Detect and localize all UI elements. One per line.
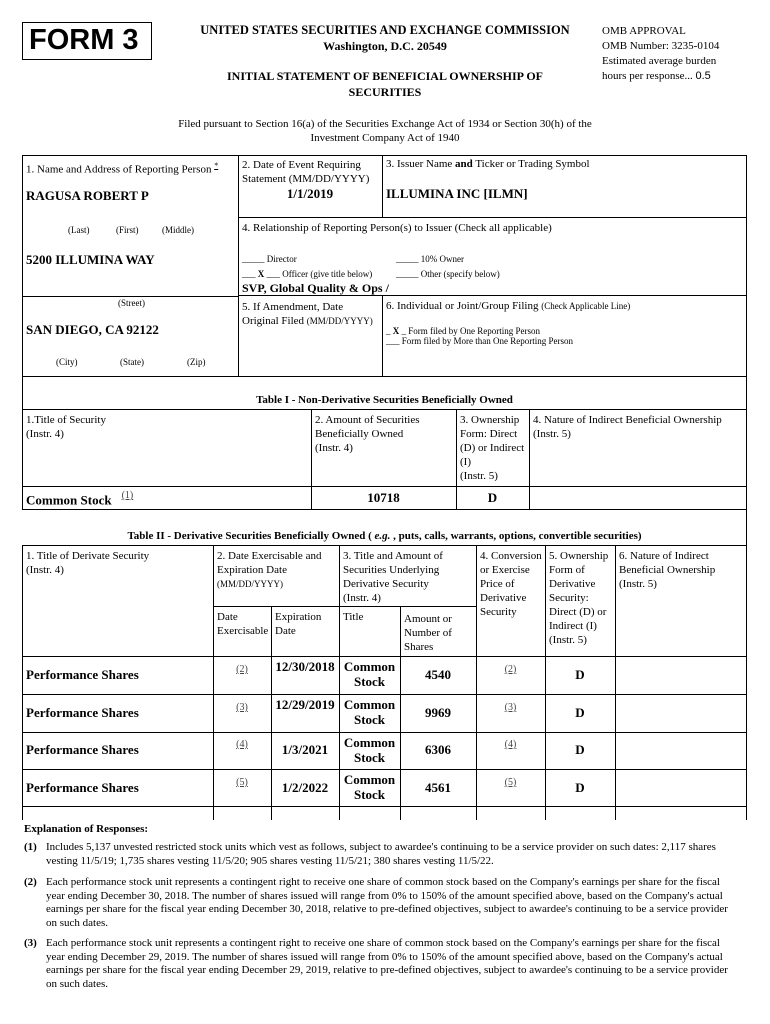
omb-line4 [602, 69, 719, 84]
t1-col1-l1: 1.Title of Security [26, 414, 106, 426]
explanation-item [24, 937, 744, 991]
explanation-line: year ending December 30, 2018. The number of shares issued will range from 0% to 150% of the amount specified above, based on the Company's actual [46, 889, 723, 902]
filing-one-row [386, 326, 540, 336]
omb-line1: OMB APPROVAL [602, 25, 686, 37]
box1-label [26, 161, 218, 176]
t2-row-underlying-l2: Stock [353, 712, 386, 727]
street-label: (Street) [118, 298, 145, 308]
t1-col1-l2: (Instr. 4) [26, 428, 64, 440]
omb-line3: Estimated average burden [602, 55, 717, 67]
officer-title: SVP, Global Quality & Ops / [242, 281, 389, 295]
t2-row-exercisable-footnote[interactable]: (2) [236, 664, 248, 675]
officer-pre: ___ [242, 269, 256, 279]
t2-col4-header [480, 549, 542, 619]
t2-col2-header [217, 549, 321, 591]
form-title-line1: INITIAL STATEMENT OF BENEFICIAL OWNERSHIP OF [227, 69, 543, 83]
t2-row-price-footnote[interactable]: (3) [504, 702, 517, 713]
explanation-line: earnings per share for the fiscal year ending December 30, 2018, relative to pre-defined objectives, subject to awardee's continuing to be a service provider [46, 903, 728, 915]
t2-col3b-l2: Number of [404, 627, 452, 639]
state-label: (State) [120, 357, 144, 367]
filed-line2: Investment Company Act of 1940 [310, 132, 460, 144]
box2-label-line2: Statement (MM/DD/YYYY) [242, 173, 370, 185]
t2-row-price-footnote[interactable]: (4) [504, 739, 517, 750]
t2-row-amount: 6306 [425, 742, 451, 757]
t2-row-underlying-l1: Common [343, 772, 396, 787]
t2-row-expiration: 12/30/2018 [275, 659, 335, 674]
t2-col1-header [26, 549, 149, 577]
owner-label: 10% Owner [420, 254, 464, 264]
explanation-line: Each performance stock unit represents a contingent right to receive one share of common stock based on the Company's earnings per share for the fiscal [46, 876, 720, 888]
t1-col3-l3: (D) or Indirect [460, 442, 525, 454]
box3-label-post: Ticker or Trading Symbol [472, 158, 590, 170]
t2-col3-l2: Securities Underlying [343, 564, 440, 576]
t1-col2-l1: 2. Amount of Securities [315, 414, 420, 426]
box5-label-line1: 5. If Amendment, Date [242, 301, 344, 313]
last-label: (Last) [68, 225, 90, 235]
t2-row-underlying-l2: Stock [353, 750, 386, 765]
box3-label [386, 158, 590, 170]
explanation-num: (1) [24, 841, 37, 853]
t2-row-title: Performance Shares [26, 742, 139, 757]
filing-one-label: Form filed by One Reporting Person [408, 326, 540, 336]
box6-label-text: 6. Individual or Joint/Group Filing [386, 300, 539, 312]
agency-location: Washington, D.C. 20549 [323, 39, 447, 53]
t1-row-footnote[interactable]: (1) [121, 490, 134, 501]
t1-col4-l2: (Instr. 5) [533, 428, 571, 440]
omb-line2: OMB Number: 3235-0104 [602, 40, 720, 52]
explanation-line: vesting 11/5/19; 1,735 shares vesting 11/5/20; 905 shares vesting 11/5/21; 380 shares vesting 11/5/22. [46, 854, 494, 867]
t2-col4-l3: Price of [480, 578, 515, 590]
filing-more-row [386, 336, 573, 346]
explanation-line: on such dates. [46, 916, 109, 929]
t2-row-underlying-l2: Stock [353, 674, 386, 689]
t1-col1-header [26, 413, 106, 441]
box6-label-small: (Check Applicable Line) [541, 301, 631, 311]
city-label: (City) [56, 357, 78, 367]
zip-label: (Zip) [187, 357, 206, 367]
box4-label: 4. Relationship of Reporting Person(s) to Issuer (Check all applicable) [242, 222, 552, 234]
officer-checkbox-x: X [257, 269, 265, 279]
box3-label-and: and [455, 158, 473, 170]
t2-row-underlying-l1: Common [343, 659, 396, 674]
agency-name: UNITED STATES SECURITIES AND EXCHANGE COMMISSION [200, 23, 570, 37]
t2-col2a-l1: Date [217, 611, 238, 623]
t2-col6-l3: (Instr. 5) [619, 578, 657, 590]
t2-row-underlying-l2: Stock [353, 787, 386, 802]
owner-row [396, 254, 464, 264]
table2-title [22, 530, 747, 542]
t2-row-exercisable-footnote[interactable]: (5) [236, 777, 248, 788]
explanation-item [24, 841, 744, 868]
t1-col2-header [315, 413, 420, 455]
form-label: FORM 3 [29, 24, 139, 56]
t2-col4-l5: Security [480, 606, 517, 618]
t2-row-underlying-title [339, 772, 400, 802]
table2-title-pre: Table II - Derivative Securities Beneficially Owned ( [127, 530, 375, 542]
t2-col6-header [619, 549, 715, 591]
table2-title-eg: e.g. [374, 530, 391, 542]
box5-label-line2: Original Filed [242, 315, 305, 327]
owner-checkbox: _____ [396, 254, 419, 264]
t2-col1-l2: (Instr. 4) [26, 564, 64, 576]
explanation-line: on such dates. [46, 977, 109, 990]
t1-col3-l5: (Instr. 5) [460, 470, 498, 482]
t2-col3-header [343, 549, 443, 605]
t2-col2-l3: (MM/DD/YYYY) [217, 579, 283, 589]
explanation-num: (2) [24, 876, 37, 888]
t2-col3-l4: (Instr. 4) [343, 592, 381, 604]
t1-row-amount: 10718 [367, 490, 400, 505]
t1-row-title: Common Stock [26, 492, 112, 508]
filed-line1: Filed pursuant to Section 16(a) of the Securities Exchange Act of 1934 or Section 30(h) of the [178, 118, 592, 130]
explanation-line: year ending December 29, 2019. The number of shares issued will range from 0% to 150% of the amount specified above, based on the Company's actual [46, 950, 723, 963]
omb-approval [602, 24, 719, 84]
form-label-box [22, 22, 152, 60]
box2-label [242, 158, 369, 186]
t2-row-underlying-l1: Common [343, 697, 396, 712]
box5-label-small: (MM/DD/YYYY) [306, 316, 373, 326]
t2-row-expiration: 12/29/2019 [275, 697, 335, 712]
t2-row-underlying-title [339, 697, 400, 727]
t2-row-underlying-l1: Common [343, 735, 396, 750]
filing-one-post: _ [401, 326, 406, 336]
t2-col6-l2: Beneficial Ownership [619, 564, 716, 576]
t2-col4-l2: or Exercise [480, 564, 530, 576]
event-date: 1/1/2019 [286, 186, 334, 201]
officer-row [242, 269, 372, 279]
filed-pursuant [130, 117, 640, 145]
t2-row-expiration: 1/3/2021 [281, 742, 329, 757]
table1-title: Table I - Non-Derivative Securities Beneficially Owned [256, 394, 513, 406]
t1-row [26, 490, 133, 509]
other-checkbox: _____ [396, 269, 419, 279]
filing-more-label: Form filed by More than One Reporting Person [401, 336, 573, 346]
explanation-line: Includes 5,137 unvested restricted stock units which vest as follows, subject to awardee's continuing to be a service provider on such dates: 2,117 shares [46, 841, 716, 853]
table2-title-post: , puts, calls, warrants, options, convertible securities) [390, 530, 642, 542]
t1-col3-l2: Form: Direct [460, 428, 518, 440]
t2-col4-l4: Derivative [480, 592, 527, 604]
t2-col5-l4: Security: [549, 592, 589, 604]
t2-col2a-l2: Exercisable [217, 625, 269, 637]
t2-col2b-l1: Expiration [275, 611, 322, 623]
filing-one-pre: _ [386, 326, 391, 336]
t2-col3b-header [404, 612, 452, 654]
t2-col3-l1: 3. Title and Amount of [343, 550, 443, 562]
omb-hours-label: hours per response... [602, 70, 693, 82]
t1-col3-l4: (I) [460, 456, 471, 468]
t2-row-form: D [575, 705, 585, 720]
t2-row-price-footnote[interactable]: (5) [504, 777, 517, 788]
t2-col5-l5: Direct (D) or [549, 606, 607, 618]
t2-col6-l1: 6. Nature of Indirect [619, 550, 709, 562]
t2-col1-l1: 1. Title of Derivate Security [26, 550, 150, 562]
t1-col2-l3: (Instr. 4) [315, 442, 353, 454]
t2-row-price-footnote[interactable]: (2) [504, 664, 517, 675]
t2-col2a-header [217, 610, 268, 638]
t2-row-title: Performance Shares [26, 780, 139, 795]
t2-col4-l1: 4. Conversion [480, 550, 542, 562]
t2-row-underlying-title [339, 735, 400, 765]
t1-col4-l1: 4. Nature of Indirect Beneficial Ownership [533, 414, 722, 426]
omb-hours: 0.5 [695, 70, 711, 82]
filing-more-pre: ___ [386, 336, 400, 346]
t2-col2-l2: Expiration Date [217, 564, 287, 576]
t2-col3b-l1: Amount or [404, 613, 452, 625]
t2-col5-l7: (Instr. 5) [549, 634, 587, 646]
t2-col5-header [549, 549, 608, 647]
t1-col2-l2: Beneficially Owned [315, 428, 404, 440]
box2-label-line1: 2. Date of Event Requiring [242, 159, 361, 171]
t2-col3a-header: Title [343, 611, 364, 623]
middle-label: (Middle) [162, 225, 194, 235]
form-title-line2: SECURITIES [348, 85, 422, 99]
t2-col3b-l3: Shares [404, 641, 434, 653]
box1-label-text: 1. Name and Address of Reporting Person [26, 163, 212, 176]
t2-col5-l2: Form of [549, 564, 585, 576]
t2-row-expiration: 1/2/2022 [281, 780, 329, 795]
t2-row-exercisable-footnote[interactable]: (3) [236, 702, 248, 713]
first-label: (First) [116, 225, 139, 235]
officer-post: ___ [266, 269, 280, 279]
explanation-num: (3) [24, 937, 37, 949]
t2-col2b-header [275, 610, 321, 638]
t2-row-form: D [575, 667, 585, 682]
t2-row-amount: 4561 [425, 780, 451, 795]
box3-label-pre: 3. Issuer Name [386, 158, 456, 170]
t2-row-amount: 4540 [425, 667, 451, 682]
explanation-line: Each performance stock unit represents a contingent right to receive one share of common stock based on the Company's earnings per share for the fiscal [46, 937, 720, 949]
director-row [242, 254, 297, 264]
t2-row-amount: 9969 [425, 705, 451, 720]
t2-col5-l1: 5. Ownership [549, 550, 609, 562]
other-row [396, 269, 500, 279]
explanation-item [24, 876, 744, 930]
t2-row-underlying-title [339, 659, 400, 689]
other-label: Other (specify below) [420, 269, 500, 279]
reporting-person-name: RAGUSA ROBERT P [26, 188, 149, 203]
street-value: 5200 ILLUMINA WAY [26, 252, 155, 267]
t2-row-title: Performance Shares [26, 705, 139, 720]
officer-label: Officer (give title below) [282, 269, 373, 279]
box6-label [386, 300, 630, 312]
box1-asterisk: * [214, 161, 219, 170]
t1-col3-header [460, 413, 524, 483]
t1-col3-l1: 3. Ownership [460, 414, 520, 426]
t2-row-exercisable-footnote[interactable]: (4) [236, 739, 248, 750]
t2-row-title: Performance Shares [26, 667, 139, 682]
t2-col2-l1: 2. Date Exercisable and [217, 550, 322, 562]
director-checkbox: _____ [242, 254, 265, 264]
t2-col5-l3: Derivative [549, 578, 596, 590]
issuer-name: ILLUMINA INC [ILMN] [386, 186, 528, 201]
t1-col4-header [533, 413, 722, 441]
director-label: Director [266, 254, 297, 264]
t1-row-form: D [487, 490, 498, 505]
t2-col2b-l2: Date [275, 625, 296, 637]
city-value: SAN DIEGO, CA 92122 [26, 322, 159, 337]
explanation-heading: Explanation of Responses: [24, 823, 149, 835]
filing-one-x: X [392, 326, 400, 336]
box5-label [242, 300, 373, 328]
t2-row-form: D [575, 742, 585, 757]
explanation-line: earnings per share for the fiscal year ending December 29, 2019, relative to pre-defined objectives, subject to awardee's continuing to be a service provider [46, 964, 728, 976]
t2-col5-l6: Indirect (I) [549, 620, 597, 632]
t2-col3-l3: Derivative Security [343, 578, 429, 590]
t2-row-form: D [575, 780, 585, 795]
